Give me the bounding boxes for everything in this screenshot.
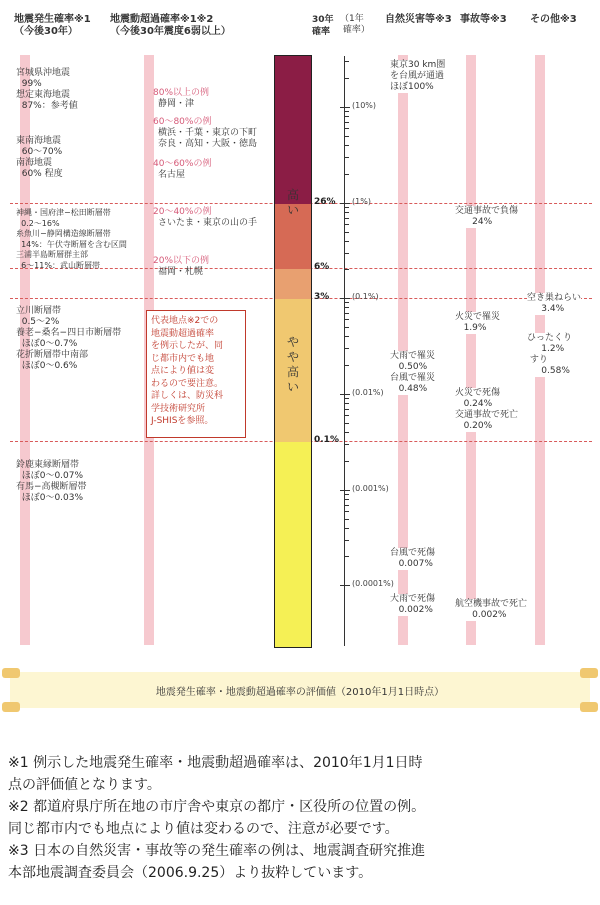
scale-minor-tick xyxy=(344,511,349,512)
scale-minor-tick xyxy=(344,212,349,213)
scale-minor-tick xyxy=(344,556,349,557)
bar-segment-very-high xyxy=(275,56,311,204)
bar-label-somewhat-high: やや高い xyxy=(286,335,299,394)
scale-minor-tick xyxy=(344,78,349,79)
header-quake-probability: 地震発生確率※1 （今後30年） xyxy=(14,14,91,37)
quake-group: 神縄・国府津−松田断層帯 0.2〜16% 糸魚川−静岡構造線断層帯 14%：午伏寺断層を含む区間 三浦半島断層群主部 6〜11%：武山断層帯 xyxy=(16,208,127,270)
other-item: ひったくり 1.2% すり 0.58% xyxy=(527,333,573,376)
bar-label-high: 高い xyxy=(286,188,299,217)
scale-minor-tick xyxy=(344,444,349,445)
scale-label: (0.01%) xyxy=(352,388,384,397)
scale-minor-tick xyxy=(344,365,349,366)
scale-minor-tick xyxy=(344,269,349,270)
footnote-2: ※2 都道府県庁所在地の市庁舎や東京の都庁・区役所の位置の例。 同じ都市内でも地点により値は変わるので、注意が必要です。 xyxy=(8,799,426,837)
scale-minor-tick xyxy=(344,336,349,337)
header-natural-disasters: 自然災害等※3 xyxy=(385,14,452,25)
header-30yr: 30年 確率 xyxy=(312,15,334,37)
scale-minor-tick xyxy=(344,253,349,254)
callout-box: 代表地点※2での 地震動超過確率 を例示したが、同 じ都市内でも地 点により値は変 わるので要注意。 詳しくは、防災科 学技術研究所 J-SHISを参照。 xyxy=(146,310,246,438)
caption-decoration xyxy=(580,702,598,712)
city-range-label: 80%以上の例 xyxy=(153,88,210,98)
city-range-label: 20〜40%の例 xyxy=(153,207,212,217)
quake-group: 鈴鹿東縁断層帯 ほぼ0〜0.07% 有馬−高槻断層帯 ほぼ0〜0.03% xyxy=(16,460,87,503)
scale-minor-tick xyxy=(344,61,349,62)
scale-minor-tick xyxy=(344,528,349,529)
scale-minor-tick xyxy=(344,409,349,410)
threshold-6: 6% xyxy=(314,262,330,272)
accident-item: 火災で罹災 1.9% xyxy=(455,312,501,333)
scale-minor-tick xyxy=(344,145,349,146)
city-range-label: 40〜60%の例 xyxy=(153,159,212,169)
scale-major-tick xyxy=(340,107,350,108)
scale-major-tick xyxy=(340,490,350,491)
scale-minor-tick xyxy=(344,218,349,219)
scale-label: (0.0001%) xyxy=(352,579,394,588)
scale-label: (10%) xyxy=(352,101,377,110)
caption-bar xyxy=(10,672,590,708)
scale-minor-tick xyxy=(344,327,349,328)
footnote-3: ※3 日本の自然災害・事故等の発生確率の例は、地震調査研究推進 本部地震調査委員会（2006.9.25）より抜粋しています。 xyxy=(8,843,426,881)
threshold-26: 26% xyxy=(314,197,336,207)
threshold-01: 0.1% xyxy=(314,435,339,445)
caption-decoration xyxy=(580,668,598,678)
scale-major-tick xyxy=(340,203,350,204)
scale-minor-tick xyxy=(344,128,349,129)
scale-minor-tick xyxy=(344,241,349,242)
natural-disaster-item: 大雨で死傷 0.002% xyxy=(390,594,436,615)
header-1yr: （1年 確率） xyxy=(340,14,370,35)
city-list: 福岡・札幌 xyxy=(158,267,204,277)
footnote-1: ※1 例示した地震発生確率・地震動超過確率は、2010年1月1日時 点の評価値となります。 xyxy=(8,755,423,793)
column-band xyxy=(466,55,476,645)
accident-item: 航空機事故で死亡 0.002% xyxy=(455,599,528,620)
accident-item: 交通事故で負傷 24% xyxy=(455,206,519,227)
scale-minor-tick xyxy=(344,403,349,404)
quake-group: 宮城県沖地震 99% 想定東海地震 87%：参考値 xyxy=(16,68,78,111)
scale-minor-tick xyxy=(344,111,349,112)
scale-major-tick xyxy=(340,298,350,299)
scale-minor-tick xyxy=(344,319,349,320)
scale-label: (0.001%) xyxy=(352,484,389,493)
header-others: その他※3 xyxy=(530,14,577,25)
city-list: 静岡・津 xyxy=(158,99,195,109)
scale-minor-tick xyxy=(344,423,349,424)
scale-minor-tick xyxy=(344,540,349,541)
scale-minor-tick xyxy=(344,174,349,175)
quake-group: 立川断層帯 0.5〜2% 養老−桑名−四日市断層帯 ほぼ0〜0.7% 花折断層帯中南部 ほぼ0〜0.6% xyxy=(16,306,122,371)
quake-group: 東南海地震 60〜70% 南海地震 60% 程度 xyxy=(16,136,63,179)
caption-text: 地震発生確率・地震動超過確率の評価値（2010年1月1日時点） xyxy=(155,687,445,698)
scale-minor-tick xyxy=(344,122,349,123)
header-exceedance-probability: 地震動超過確率※1※2 （今後30年震度6弱以上） xyxy=(110,14,231,37)
natural-disaster-item: 大雨で罹災 0.50% 台風で罹災 0.48% xyxy=(390,351,436,394)
scale-minor-tick xyxy=(344,398,349,399)
scale-minor-tick xyxy=(344,519,349,520)
scale-minor-tick xyxy=(344,116,349,117)
bar-segment-low xyxy=(275,442,311,647)
bar-segment-mid-high xyxy=(275,269,311,299)
natural-disaster-item: 東京30 km圏 を台風が通過 ほぼ100% xyxy=(390,60,446,92)
scale-major-tick xyxy=(340,394,350,395)
accident-item: 火災で死傷 0.24% 交通事故で死亡 0.20% xyxy=(455,388,519,431)
scale-minor-tick xyxy=(344,136,349,137)
scale-minor-tick xyxy=(344,499,349,500)
scale-minor-tick xyxy=(344,302,349,303)
city-list: さいたま・東京の山の手 xyxy=(158,218,258,228)
header-accidents: 事故等※3 xyxy=(460,14,507,25)
scale-minor-tick xyxy=(344,432,349,433)
scale-minor-tick xyxy=(344,207,349,208)
scale-minor-tick xyxy=(344,494,349,495)
scale-minor-tick xyxy=(344,157,349,158)
scale-label: (1%) xyxy=(352,197,371,206)
scale-minor-tick xyxy=(344,307,349,308)
city-range-label: 60〜80%の例 xyxy=(153,117,212,127)
scale-minor-tick xyxy=(344,505,349,506)
city-list: 名古屋 xyxy=(158,170,186,180)
caption-decoration xyxy=(2,702,20,712)
other-item: 空き巣ねらい 3.4% xyxy=(527,293,582,314)
natural-disaster-item: 台風で死傷 0.007% xyxy=(390,548,436,569)
scale-major-tick xyxy=(340,585,350,586)
scale-minor-tick xyxy=(344,348,349,349)
caption-decoration xyxy=(2,668,20,678)
scale-minor-tick xyxy=(344,461,349,462)
scale-minor-tick xyxy=(344,232,349,233)
city-list: 横浜・千葉・東京の下町 奈良・高知・大阪・徳島 xyxy=(158,128,258,149)
city-range-label: 20%以下の例 xyxy=(153,256,210,266)
threshold-3: 3% xyxy=(314,292,330,302)
scale-label: (0.1%) xyxy=(352,292,379,301)
scale-minor-tick xyxy=(344,313,349,314)
scale-minor-tick xyxy=(344,224,349,225)
scale-minor-tick xyxy=(344,415,349,416)
footnotes xyxy=(8,752,598,884)
